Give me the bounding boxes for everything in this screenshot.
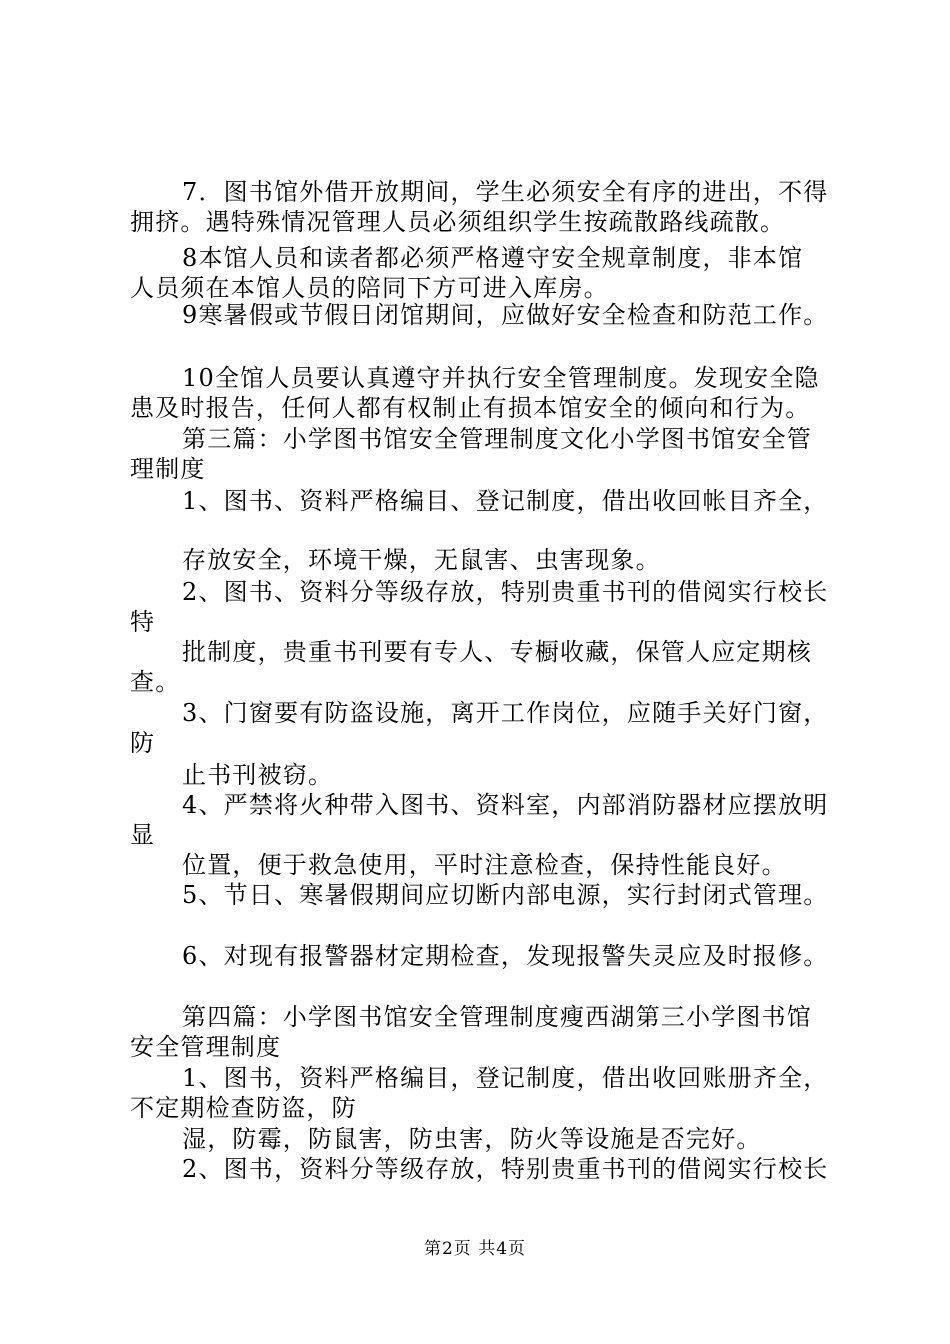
paragraph-line: 特: [130, 608, 156, 636]
paragraph-line: 患及时报告，任何人都有权制止有损本馆安全的倾向和行为。: [130, 394, 811, 422]
paragraph-line: 防: [130, 729, 156, 757]
paragraph-line: 6、对现有报警器材定期检查，发现报警失灵应及时报修。: [182, 942, 829, 970]
paragraph-line: 10全馆人员要认真遵守并执行安全管理制度。发现安全隐: [182, 364, 820, 392]
paragraph-line: 2、图书，资料分等级存放，特别贵重书刊的借阅实行校长: [182, 1155, 829, 1183]
paragraph-line: 拥挤。遇特殊情况管理人员必须组织学生按疏散路线疏散。: [130, 208, 786, 236]
paragraph-line: 8本馆人员和读者都必须严格遵守安全规章制度，非本馆: [182, 244, 804, 272]
paragraph-line: 4、严禁将火种带入图书、资料室，内部消防器材应摆放明: [182, 791, 829, 819]
page-number-footer: 第2页 共4页: [423, 1239, 527, 1259]
section-heading: 第四篇：小学图书馆安全管理制度瘦西湖第三小学图书馆: [182, 1003, 812, 1031]
paragraph-line: 湿，防霉，防鼠害，防虫害，防火等设施是否完好。: [182, 1125, 762, 1153]
section-heading: 第三篇：小学图书馆安全管理制度文化小学图书馆安全管: [182, 425, 812, 453]
section-heading: 理制度: [130, 455, 206, 483]
paragraph-line: 3、门窗要有防盗设施，离开工作岗位，应随手关好门窗，: [182, 699, 829, 727]
paragraph-line: 1、图书、资料严格编目、登记制度，借出收回帐目齐全，: [182, 487, 829, 515]
paragraph-line: 批制度，贵重书刊要有专人、专橱收藏，保管人应定期核: [182, 638, 812, 666]
paragraph-line: 2、图书、资料分等级存放，特别贵重书刊的借阅实行校长: [182, 578, 829, 606]
paragraph-line: 人员须在本馆人员的陪同下方可进入库房。: [130, 274, 609, 302]
paragraph-line: 1、图书，资料严格编目，登记制度，借出收回账册齐全，: [182, 1064, 829, 1092]
paragraph-line: 5、节日、寒暑假期间应切断内部电源，实行封闭式管理。: [182, 881, 829, 909]
paragraph-line: 9寒暑假或节假日闭馆期间，应做好安全检查和防范工作。: [182, 301, 829, 329]
paragraph-line: 位置，便于救急使用，平时注意检查，保持性能良好。: [182, 851, 787, 879]
paragraph-line: 存放安全，环境干燥，无鼠害、虫害现象。: [182, 546, 661, 574]
paragraph-line: 查。: [130, 668, 181, 696]
paragraph-line: 显: [130, 821, 156, 849]
paragraph-line: 7．图书馆外借开放期间，学生必须安全有序的进出，不得: [182, 178, 829, 206]
paragraph-line: 不定期检查防盗，防: [130, 1094, 357, 1122]
section-heading: 安全管理制度: [130, 1033, 282, 1061]
paragraph-line: 止书刊被窃。: [182, 761, 334, 789]
